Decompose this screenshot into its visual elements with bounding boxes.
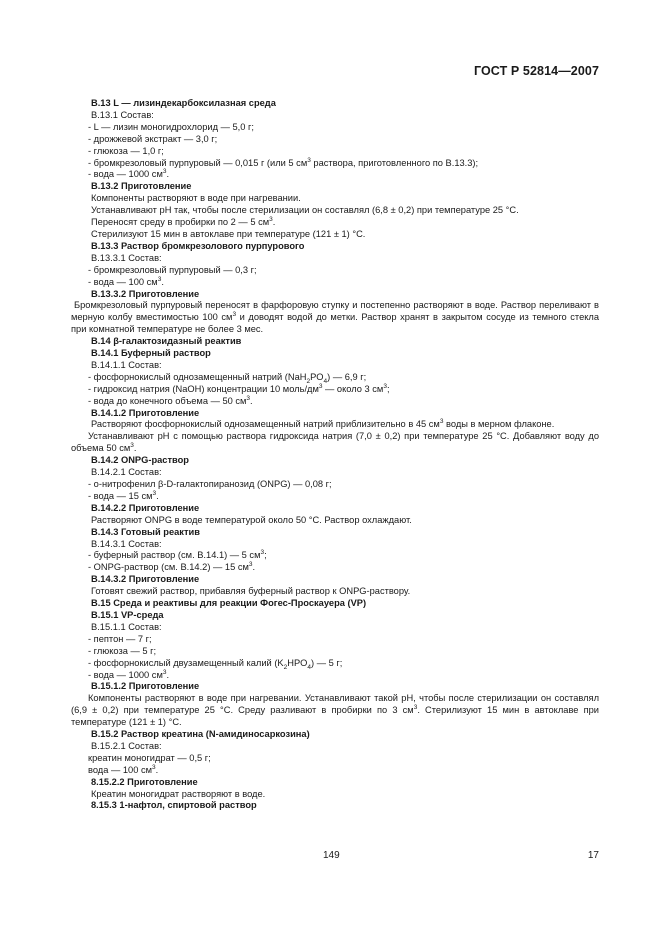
list-item: - гидроксид натрия (NaOH) концентрации 10 моль/$дм^3$ — около 3 $см^3$;: [88, 382, 390, 394]
section-heading: 8.15.2.2 Приготовление: [91, 776, 198, 787]
section-heading: В.14 β-галактозидазный реактив: [91, 336, 242, 347]
paragraph: Стерилизуют 15 мин в автоклаве при температуре (121 ± 1) °С.: [91, 228, 366, 239]
section-heading: В.14.3 Готовый реактив: [91, 526, 200, 537]
subsection-label: В.14.2.1 Состав:: [91, 467, 162, 478]
list-item: - фосфорнокислый однозамещенный натрий $(NaH_2PO_4)$ — 6,9 г;: [88, 371, 367, 385]
paragraph: Бромкрезоловый пурпуровый переносят в фарфоровую ступку и постепенно растворяют в воде. Раствор переливают в мерную колбу вместимостью 100 $см^3$ и доводят водой до метки. Раствор хранят в закрытом сосуде из темного стекла при комнатной температуре не более 3 мес.: [71, 300, 600, 335]
list-item: - буферный раствор (см. В.14.1) — 5 $см^3$;: [88, 549, 267, 561]
subsection-label: В.13.1 Состав:: [91, 109, 154, 120]
subsection-label: В.15.2.1 Состав:: [91, 740, 162, 751]
document-standard-number: ГОСТ Р 52814—2007: [473, 64, 599, 78]
section-heading: В.15.1 VP-среда: [91, 609, 164, 620]
paragraph: Устанавливают рН так, чтобы после стерилизации он составлял (6,8 ± 0,2) при температуре 25 °С.: [91, 205, 519, 216]
subsection-label: В.13.3.1 Состав:: [91, 252, 162, 263]
list-item: - вода до конечного объема — 50 $см^3$.: [88, 394, 253, 406]
subsection-label: В.15.1.1 Состав:: [91, 621, 162, 632]
section-heading: В.14.1 Буферный раствор: [91, 348, 211, 359]
list-item: - бромкрезоловый пурпуровый — 0,3 г;: [88, 264, 257, 275]
list-item: - L — лизин моногидрохлорид — 5,0 г;: [88, 121, 254, 132]
list-item: - глюкоза — 5 г;: [88, 645, 157, 656]
paragraph: Готовят свежий раствор, прибавляя буферный раствор к ONPG-раствору.: [91, 586, 411, 597]
section-heading: В.13.3.2 Приготовление: [91, 288, 200, 299]
paragraph: Компоненты растворяют в воде при нагревании. Устанавливают такой рН, чтобы после стерилизации он составлял (6,9 ± 0,2) при температуре 25 °С. Среду разливают в пробирки по 3 $см^3$. Стерилизуют 15 мин в автоклаве при температуре (121 ± 1) °С.: [71, 693, 599, 728]
list-item: креатин моногидрат — 0,5 г;: [88, 752, 211, 763]
section-heading: В.13.2 Приготовление: [91, 181, 192, 192]
paragraph: Переносят среду в пробирки по 2 — 5 $см^3$.: [91, 215, 276, 228]
section-heading: В.15 Среда и реактивы для реакции Фогес-Проскауера (VP): [91, 598, 367, 609]
section-heading: В.15.1.2 Приготовление: [91, 681, 200, 692]
list-item: - фосфорнокислый двузамещенный калий $(K_2HPO_4)$ — 5 г;: [88, 657, 343, 671]
section-heading: 8.15.3 1-нафтол, спиртовой раствор: [91, 800, 257, 811]
list-item: - вода — 1000 $см^3$.: [88, 668, 170, 680]
list-item: - вода — 100 $см^3$.: [88, 275, 164, 287]
list-item: - бромкрезоловый пурпуровый — 0,015 г (или 5 $см^3$ раствора, приготовленного по В.13.3);: [88, 156, 479, 168]
page-number-right: 17: [587, 850, 599, 861]
subsection-label: В.14.3.1 Состав:: [91, 538, 162, 549]
list-item: - ONPG-раствор (см. В.14.2) — 15 $см^3$.: [88, 561, 256, 573]
section-heading: В.14.2 ONPG-раствор: [91, 455, 189, 466]
list-item: - пептон — 7 г;: [88, 633, 152, 644]
section-heading: В.15.2 Раствор креатина (N-амидиносаркозина): [91, 729, 310, 740]
page-number-center: 149: [323, 850, 340, 861]
section-heading: В.13 L — лизиндекарбоксилазная среда: [91, 98, 276, 108]
list-item: - о-нитрофенил β-D-галактопиранозид (ONPG) — 0,08 г;: [88, 479, 332, 489]
list-item: - глюкоза — 1,0 г;: [88, 145, 164, 156]
list-item: - дрожжевой экстракт — 3,0 г;: [88, 133, 218, 144]
section-heading: В.13.3 Раствор бромкрезолового пурпурового: [91, 240, 305, 251]
paragraph: Растворяют ONPG в воде температурой около 50 °С. Раствор охлаждают.: [91, 514, 412, 525]
section-heading: В.14.1.2 Приготовление: [91, 407, 200, 418]
section-heading: В.14.3.2 Приготовление: [91, 574, 200, 585]
document-body: [71, 98, 600, 812]
paragraph: Растворяют фосфорнокислый однозамещенный натрий приблизительно в 45 $см^3$ воды в мерном флаконе.: [91, 418, 555, 430]
subsection-label: В.14.1.1 Состав:: [91, 359, 162, 370]
paragraph: Устанавливают рН с помощью раствора гидроксида натрия (7,0 ± 0,2) при температуре 25 °С. Добавляют воду до объема 50 $см^3$.: [71, 431, 599, 454]
list-item: - вода — 1000 $см^3$.: [88, 168, 170, 180]
list-item: - вода — 15 $см^3$.: [88, 489, 159, 501]
section-heading: В.14.2.2 Приготовление: [91, 502, 200, 513]
list-item: вода — 100 $см^3$.: [88, 763, 159, 775]
paragraph: Креатин моногидрат растворяют в воде.: [91, 788, 266, 799]
paragraph: Компоненты растворяют в воде при нагревании.: [91, 193, 301, 204]
